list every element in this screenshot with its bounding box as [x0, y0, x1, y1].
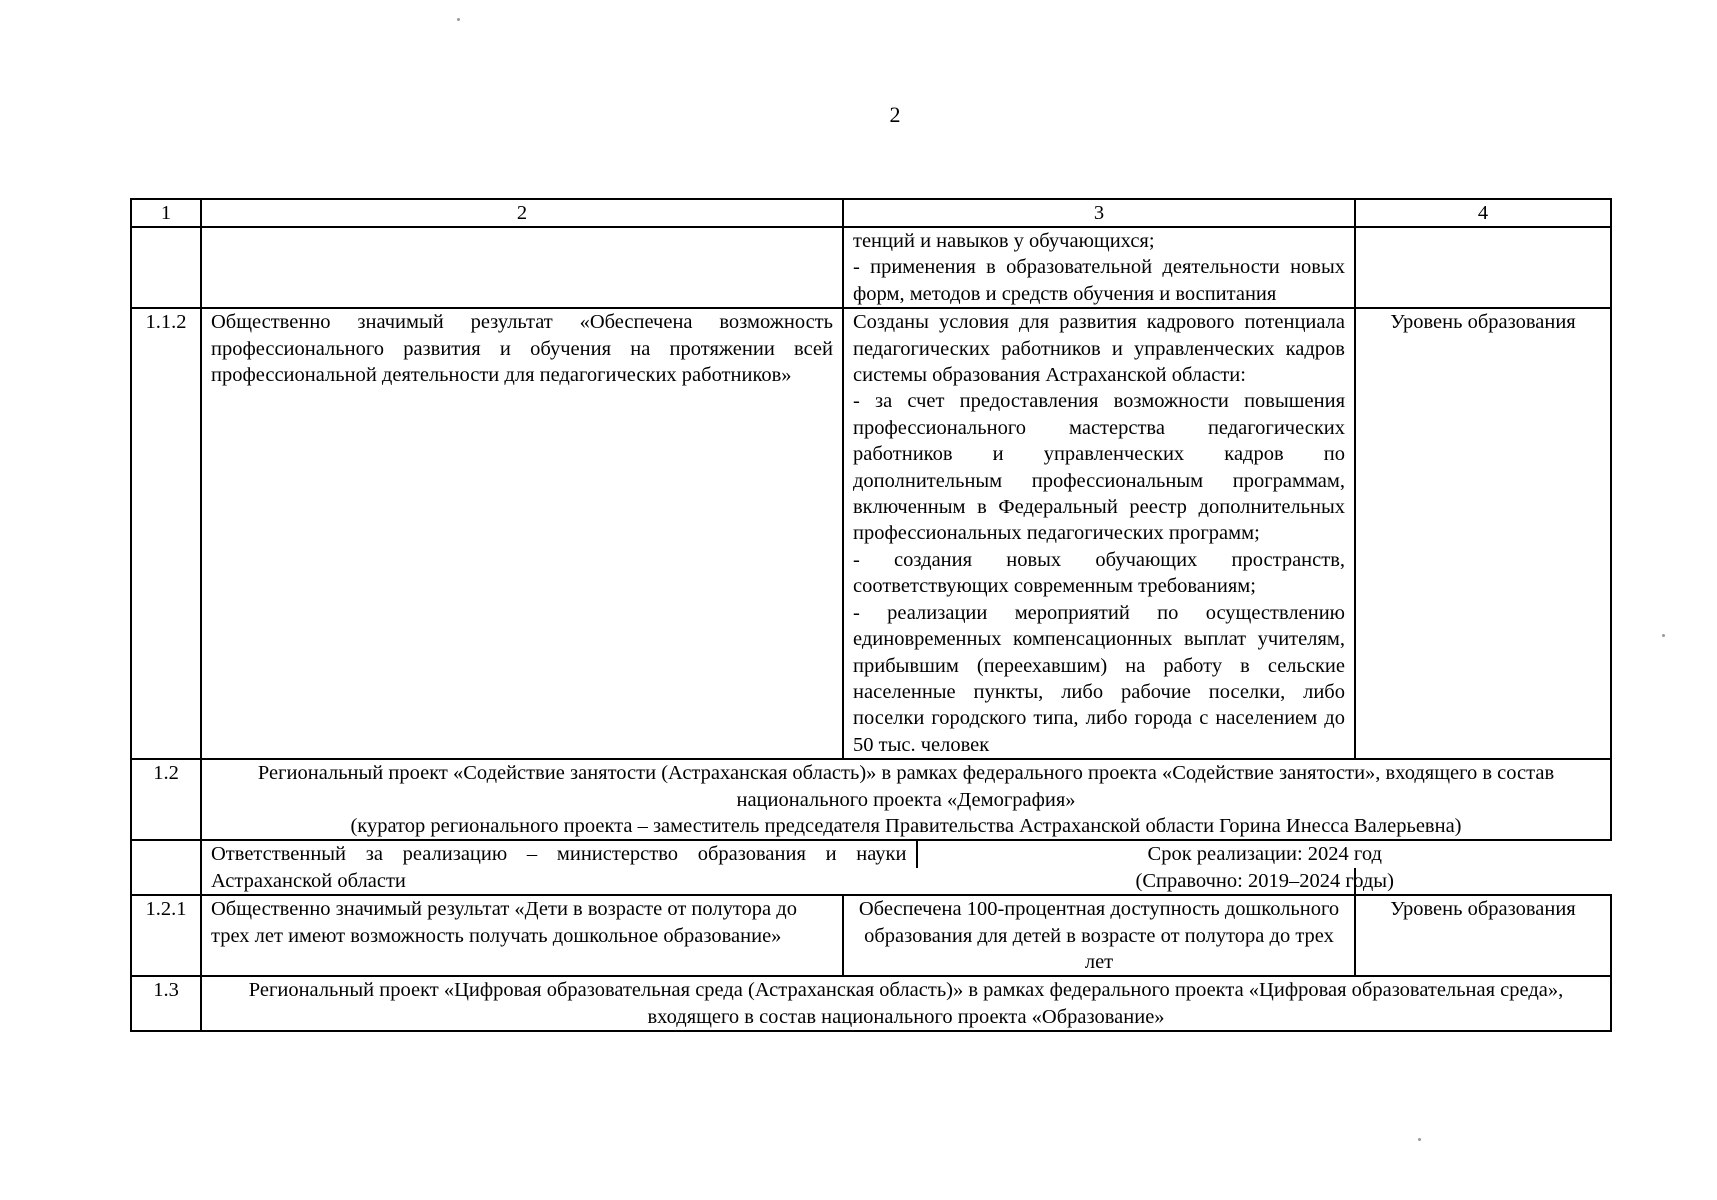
indicator-cell: Уровень образования — [1355, 308, 1611, 759]
term-line: (Справочно: 2019–2024 годы) — [1135, 869, 1394, 892]
responsible-cell: Ответственный за реализацию – министерство образования и науки Астраханской области — [201, 840, 1355, 895]
table-row-1-1-2 — [131, 308, 1611, 759]
table-row-1-2-1 — [131, 895, 1611, 976]
table-header-row — [131, 199, 1611, 227]
scan-speck — [457, 18, 460, 21]
project-curator: (куратор регионального проекта – заместитель председателя Правительства Астраханской области Горина Инесса Валерьевна) — [350, 814, 1462, 837]
description-cell: Обеспечена 100-процентная доступность дошкольного образования для детей в возрасте от полутора до трех лет — [843, 895, 1355, 976]
scan-speck — [1418, 1138, 1421, 1141]
row-number-cell — [131, 840, 201, 895]
project-title-cell: Региональный проект «Цифровая образовательная среда (Астраханская область)» в рамках федерального проекта «Цифровая образовательная среда», входящего в состав национального проекта «Образование» — [201, 976, 1611, 1031]
row-number: 1.2.1 — [131, 895, 201, 976]
description-line: - за счет предоставления возможности повышения профессионального мастерства педагогических работников и управленческих кадров по дополнительным профессиональным программам, включенным в Федеральный реестр дополнительных профессиональных педагогических программ; — [853, 390, 1345, 545]
result-cell — [201, 227, 843, 308]
description-line: Созданы условия для развития кадрового потенциала педагогических работников и управленческих кадров системы образования Астраханской области: — [853, 311, 1345, 387]
result-cell: Общественно значимый результат «Дети в возрасте от полутора до трех лет имеют возможность получать дошкольное образование» — [201, 895, 843, 976]
table-row-1-3 — [131, 976, 1611, 1031]
row-number: 1.1.2 — [131, 308, 201, 759]
description-cell — [843, 227, 1355, 308]
indicator-cell: Уровень образования — [1355, 895, 1611, 976]
description-cell — [843, 308, 1355, 759]
header-col-2: 2 — [201, 199, 843, 227]
term-line: Срок реализации: 2024 год — [1147, 843, 1382, 866]
term-cell — [916, 841, 1611, 892]
row-number: 1.2 — [131, 759, 201, 840]
header-col-1: 1 — [131, 199, 201, 227]
result-cell: Общественно значимый результат «Обеспечена возможность профессионального развития и обучения на протяжении всей профессиональной деятельности для педагогических работников» — [201, 308, 843, 759]
header-col-4: 4 — [1355, 199, 1611, 227]
description-line: тенций и навыков у обучающихся; — [853, 230, 1155, 252]
description-line: - применения в образовательной деятельности новых форм, методов и средств обучения и воспитания — [853, 256, 1345, 305]
table-row-1-2 — [131, 759, 1611, 840]
indicator-cell — [1355, 227, 1611, 308]
page-number: 2 — [889, 102, 901, 127]
program-table — [130, 198, 1612, 1032]
description-line: - реализации мероприятий по осуществлению единовременных компенсационных выплат учителям, прибывшим (переехавшим) на работу в сельские населенные пункты, либо рабочие поселки, либо поселки городского типа, либо города с населением до 50 тыс. человек — [853, 601, 1345, 756]
project-title-cell — [201, 759, 1611, 840]
row-number-cell — [131, 227, 201, 308]
header-col-3: 3 — [843, 199, 1355, 227]
description-line: - создания новых обучающих пространств, соответствующих современным требованиям; — [853, 548, 1345, 598]
row-number: 1.3 — [131, 976, 201, 1031]
scan-speck — [1662, 634, 1665, 637]
project-title: Региональный проект «Содействие занятости (Астраханская область)» в рамках федерального проекта «Содействие занятости», входящего в состав национального проекта «Демография» — [257, 762, 1555, 811]
table-row-continuation — [131, 227, 1611, 308]
